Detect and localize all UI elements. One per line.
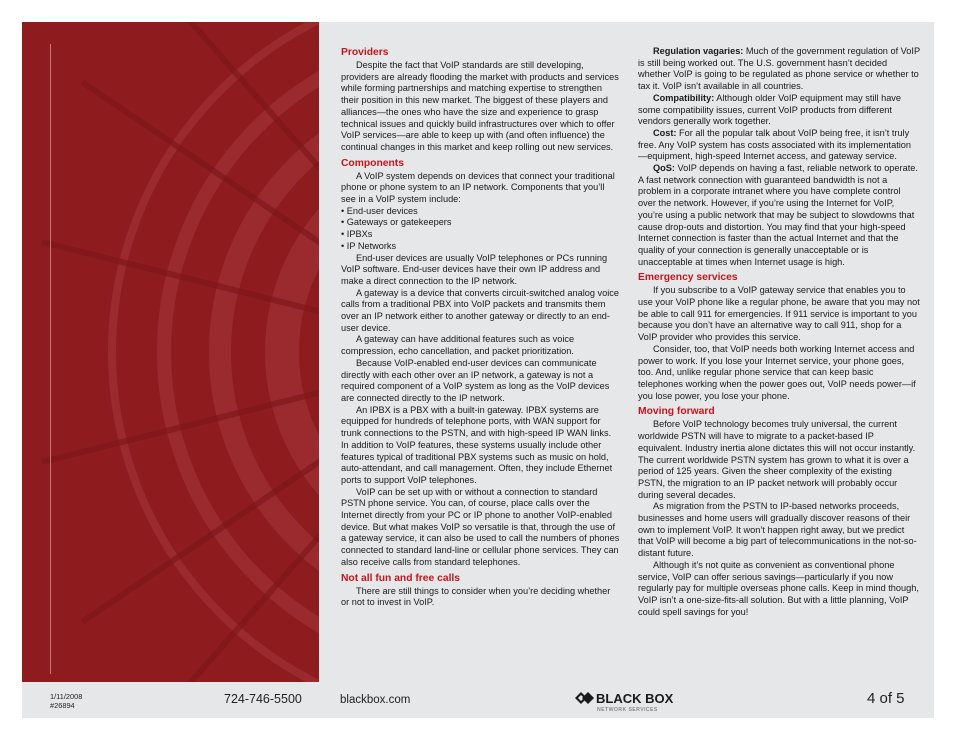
black-box-logo: [573, 688, 673, 714]
decorative-sidebar: [22, 22, 319, 682]
paragraph: A gateway can have additional features such as voice compression, echo cancellation, and packet prioritization.: [341, 334, 575, 357]
heading-not-all-fun: Not all fun and free calls: [341, 572, 461, 584]
paragraph-regulation: [638, 46, 920, 93]
footer-page-number: 4 of 5: [867, 690, 905, 707]
paragraph: If you subscribe to a VoIP gateway service that enables you to use your VoIP phone like a regular phone, be aware that you may not be able to call 911 for emergencies. If 911 service is important to you because you don’t have an alternative way to call 911, shop for a VoIP provider who provides this service.: [638, 285, 920, 343]
logo-wordmark: BLACK BOX: [596, 691, 673, 706]
paragraph: End-user devices are usually VoIP telephones or PCs running VoIP software. End-user devices have their own IP address and make a direct connection to the IP network.: [341, 252, 608, 286]
paragraph: There are still things to consider when you’re deciding whether or not to invest in VoIP.: [341, 585, 611, 608]
list-item: • IP Networks: [341, 240, 397, 251]
paragraph: Despite the fact that VoIP standards are still developing, providers are already flooding the market with products and services while forming partnerships and matching expertise to strengthen their position in this new market. The biggest of these players and alliances—the ones who have the size and experience to grasp technical issues and quickly build infrastructures over which to offer VoIP services—are able to keep up with (and often influence) the continual changes in this market and keep rolling out new services.: [341, 60, 619, 152]
sidebar-rule: [50, 44, 51, 674]
term-compatibility: Compatibility:: [653, 92, 715, 103]
section-emergency: [638, 271, 920, 402]
paragraph: VoIP can be set up with or without a connection to standard PSTN phone service. You can, of course, place calls over the Internet directly from your PC or IP phone to another VoIP-enabled device. But what makes VoIP so versatile is that, through the use of a gateway service, it can also be used to call the numbers of phones connected to standard land-line or cellular phone services. They can also receive calls from standard telephones.: [341, 486, 620, 567]
section-components: [341, 157, 621, 569]
text-compatibility: Although older VoIP equipment may still have some compatibility issues, current VoIP products from different vendors generally work together.: [638, 92, 902, 127]
paragraph: Because VoIP-enabled end-user devices can communicate directly with each other over an IP network, a gateway is not a required component of a VoIP system as long as the VoIP devices are connected directly to the IP network.: [341, 357, 610, 403]
logo-subtext: NETWORK SERVICES: [597, 707, 658, 713]
column-left: [341, 46, 621, 612]
paragraph: Consider, too, that VoIP needs both working Internet access and power to work. If you lose your Internet service, your phone goes, too. And, unlike regular phone service that can keep basic telephones working when the power goes out, VoIP needs power—if you lose power, you lose your phone.: [638, 343, 916, 401]
heading-moving-forward: Moving forward: [638, 406, 715, 418]
paragraph: An IPBX is a PBX with a built-in gateway. IPBX systems are equipped for hundreds of telephone ports, with WAN support for trunk connections to the PSTN, and with high-speed IP WAN links. In addition to VoIP features, these systems usually include other features typical of traditional PBX systems such as music on hold, auto-attendant, and call management. Often, they include Ethernet ports to support VoIP telephones.: [341, 404, 613, 485]
paragraph-qos: [638, 163, 920, 268]
column-right: [638, 46, 920, 621]
paragraph-cost: [638, 128, 920, 163]
page-panel: [22, 22, 934, 718]
components-list: [341, 206, 621, 253]
heading-components: Components: [341, 157, 404, 169]
footer-url[interactable]: blackbox.com: [340, 694, 411, 706]
section-providers: [341, 46, 621, 154]
text-regulation: Much of the government regulation of VoIP is still being worked out. The U.S. government hasn’t decided whether VoIP is going to be regulated as phone service or whether to tax it. VoIP isn’t available in all countries.: [638, 46, 920, 92]
paragraph: Before VoIP technology becomes truly universal, the current worldwide PSTN will have to migrate to a packet-based IP equivalent. Industry inertia alone dictates this will not occur instantly. The current worldwide PSTN system has grown to what it is over a period of 125 years. Given the sheer complexity of the existing PSTN, the migration to an IP packet network will probably occur during several decades.: [638, 419, 916, 500]
paragraph: Although it’s not quite as convenient as conventional phone service, VoIP can offer serious savings—particularly if you now regularly pay for multiple overseas phone calls. Keep in mind though, VoIP isn’t a one-size-fits-all solution. But with a little planning, VoIP could spell savings for you!: [638, 559, 919, 617]
heading-emergency: Emergency services: [638, 272, 738, 284]
list-item: • Gateways or gatekeepers: [341, 217, 452, 228]
paragraph: A gateway is a device that converts circuit-switched analog voice calls from a traditional PBX into VoIP packets and transmits them over an IP network either to another gateway or directly to an end-user device.: [341, 287, 619, 333]
list-item: • IPBXs: [341, 229, 373, 240]
term-qos: QoS:: [653, 163, 675, 174]
footer-phone: 724-746-5500: [224, 692, 302, 706]
term-regulation: Regulation vagaries:: [653, 46, 744, 56]
paragraph: A VoIP system depends on devices that connect your traditional phone or phone system to an IP network. Components that you’ll see in a VoIP system include:: [341, 170, 615, 205]
footer-date: 1/11/2008: [50, 692, 83, 701]
heading-providers: Providers: [341, 47, 389, 58]
text-cost: For all the popular talk about VoIP being free, it isn’t truly free. Any VoIP system has costs associated with its implementation—equipment, high-speed Internet access, and gateway service.: [638, 127, 912, 162]
term-cost: Cost:: [653, 127, 677, 138]
list-item: • End-user devices: [341, 205, 418, 216]
sidebar-arcs-graphic: [22, 22, 319, 682]
diamond-icon: [575, 692, 594, 704]
section-considerations: [638, 46, 920, 268]
paragraph: As migration from the PSTN to IP-based networks proceeds, businesses and home users will gradually discover reasons of their own to implement VoIP. It won’t happen right away, but we predict that VoIP will become a big part of telecommunications in the not-so-distant future.: [638, 501, 917, 559]
footer-doc-number: #26894: [50, 701, 75, 710]
paragraph-compatibility: [638, 93, 920, 128]
section-moving-forward: [638, 405, 920, 618]
text-qos: VoIP depends on having a fast, reliable network to operate. A fast network connection with guaranteed bandwidth is not a problem in a corporate intranet where you have complete control over the network. However, if you’re using the Internet for VoIP, you’re using a public network that may be subject to slowdowns that cause drop-outs and distortion. You may find that your high-speed Internet connection is faster than the actual Internet and that the quality of your connection is generally unacceptable or is unacceptable at times when Internet usage is high.: [638, 163, 918, 267]
section-not-all-fun: [341, 572, 621, 609]
footer-date-block: [50, 692, 82, 710]
